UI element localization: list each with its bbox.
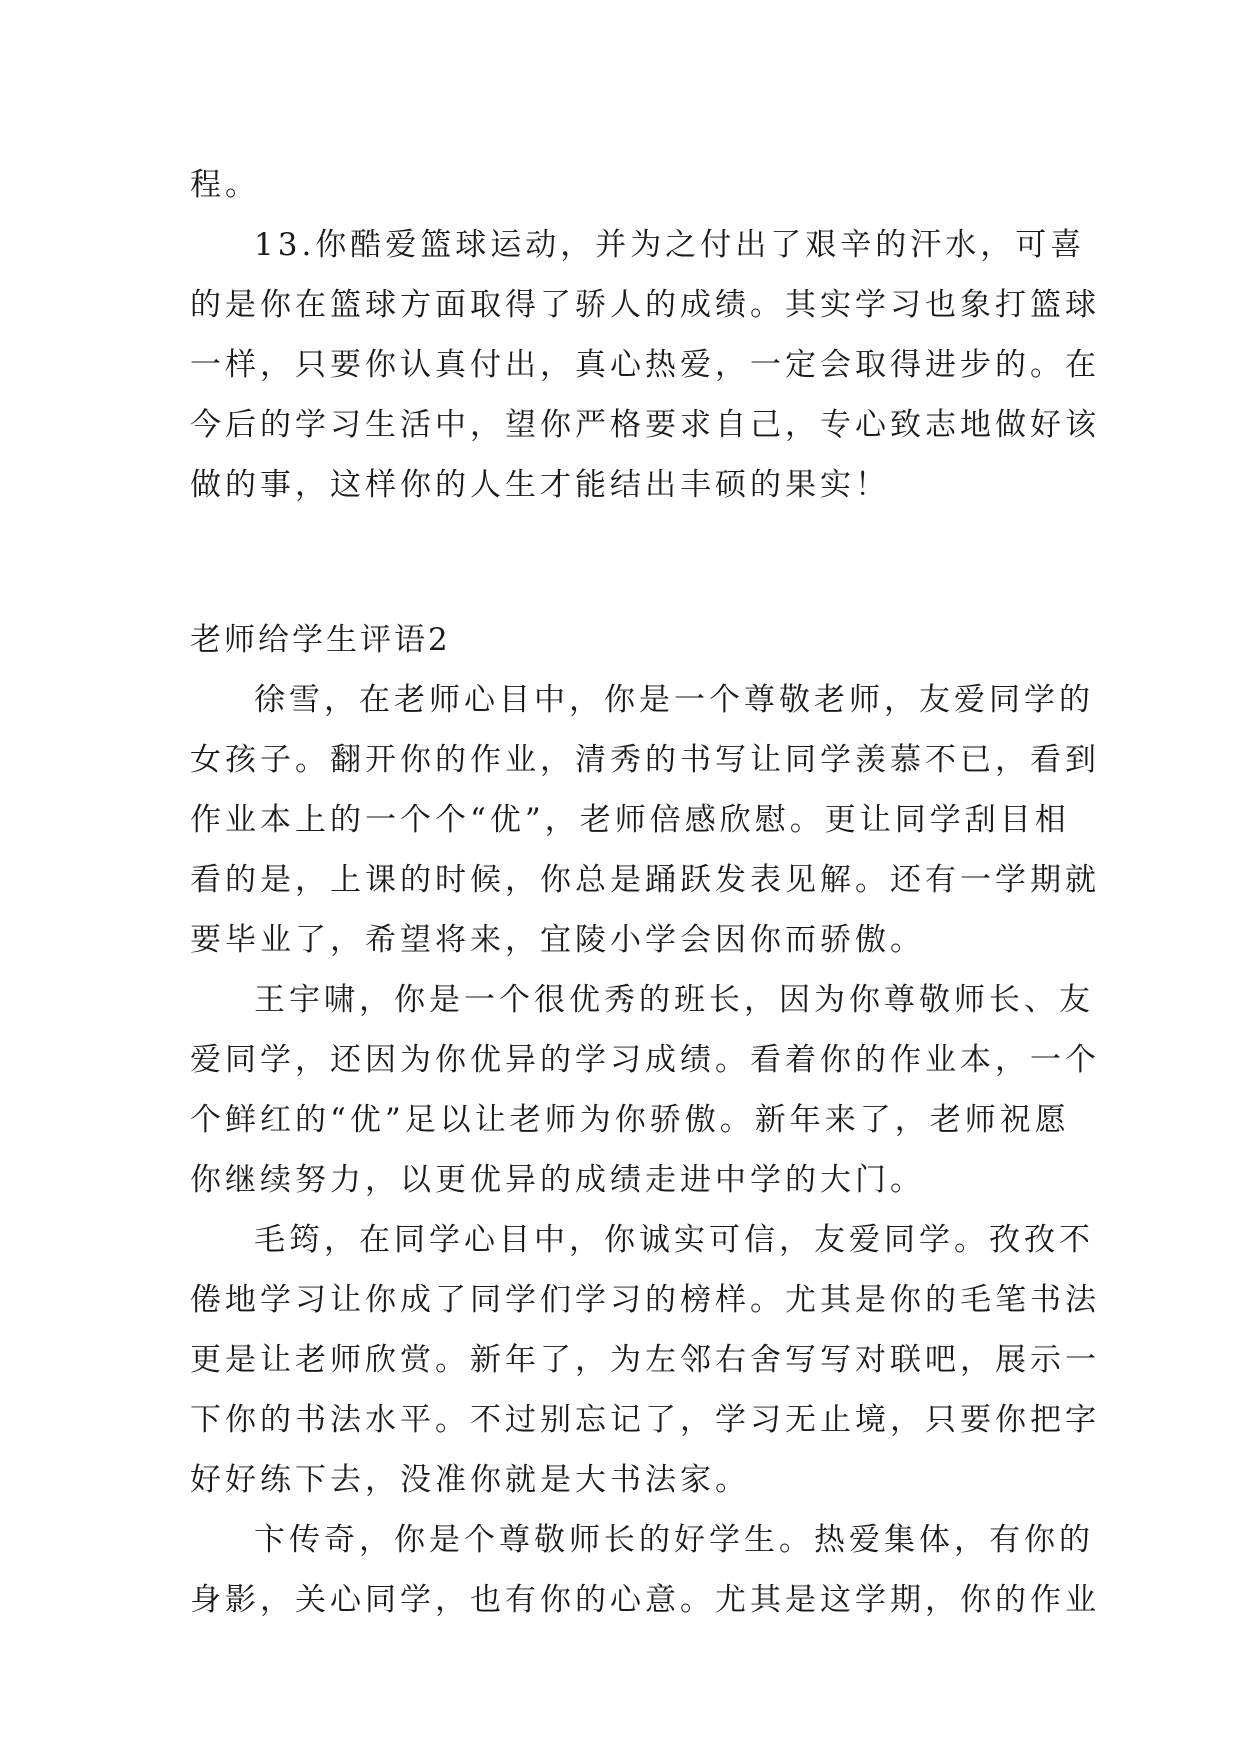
section-heading: 老师给学生评语2 [190,622,451,658]
section-spacer [190,515,1050,610]
paragraph-mao-yun [190,1210,1100,1510]
text-line: 要毕业了，希望将来，宜陵小学会因你而骄傲。 [190,922,925,958]
text-line: 更是让老师欣赏。新年了，为左邻右舍写写对联吧，展示一 [190,1342,1100,1378]
text-line: 毛筠，在同学心目中，你诚实可信，友爱同学。孜孜不 [254,1222,1094,1258]
text-line: 今后的学习生活中，望你严格要求自己，专心致志地做好该 [190,407,1100,443]
paragraph-xu-xue [190,670,1100,970]
text-line: 身影，关心同学，也有你的心意。尤其是这学期，你的作业 [190,1582,1100,1618]
text-line: 女孩子。翻开你的作业，清秀的书写让同学羡慕不已，看到 [190,742,1100,778]
text-line: 13.你酷爱篮球运动，并为之付出了艰辛的汗水，可喜 [254,227,1086,263]
text-line: 徐雪，在老师心目中，你是一个尊敬老师，友爱同学的 [254,682,1094,718]
paragraph-bian-chuanqi [190,1510,1100,1630]
text-line: 爱同学，还因为你优异的学习成绩。看着你的作业本，一个 [190,1042,1100,1078]
text-line: 的是你在篮球方面取得了骄人的成绩。其实学习也象打篮球 [190,287,1100,323]
text-line: 作业本上的一个个“优”，老师倍感欣慰。更让同学刮目相 [190,802,1070,838]
text-line: 王宇啸，你是一个很优秀的班长，因为你尊敬师长、友 [254,982,1094,1018]
text-line: 看的是，上课的时候，你总是踊跃发表见解。还有一学期就 [190,862,1100,898]
text-line: 倦地学习让你成了同学们学习的榜样。尤其是你的毛笔书法 [190,1282,1100,1318]
text-line: 个鲜红的“优”足以让老师为你骄傲。新年来了，老师祝愿 [190,1102,1070,1138]
text-line: 卞传奇，你是个尊敬师长的好学生。热爱集体，有你的 [254,1522,1094,1558]
document-page [190,155,1100,1630]
paragraph-wang-yuxiao [190,970,1100,1210]
text-line: 你继续努力，以更优异的成绩走进中学的大门。 [190,1162,925,1198]
text-line: 下你的书法水平。不过别忘记了，学习无止境，只要你把字 [190,1402,1100,1438]
text-line: 好好练下去，没准你就是大书法家。 [190,1462,750,1498]
text-line: 做的事，这样你的人生才能结出丰硕的果实！ [190,467,890,503]
continued-line: 程。 [190,167,260,203]
paragraph-13 [190,215,1100,515]
text-line: 一样，只要你认真付出，真心热爱，一定会取得进步的。在 [190,347,1100,383]
